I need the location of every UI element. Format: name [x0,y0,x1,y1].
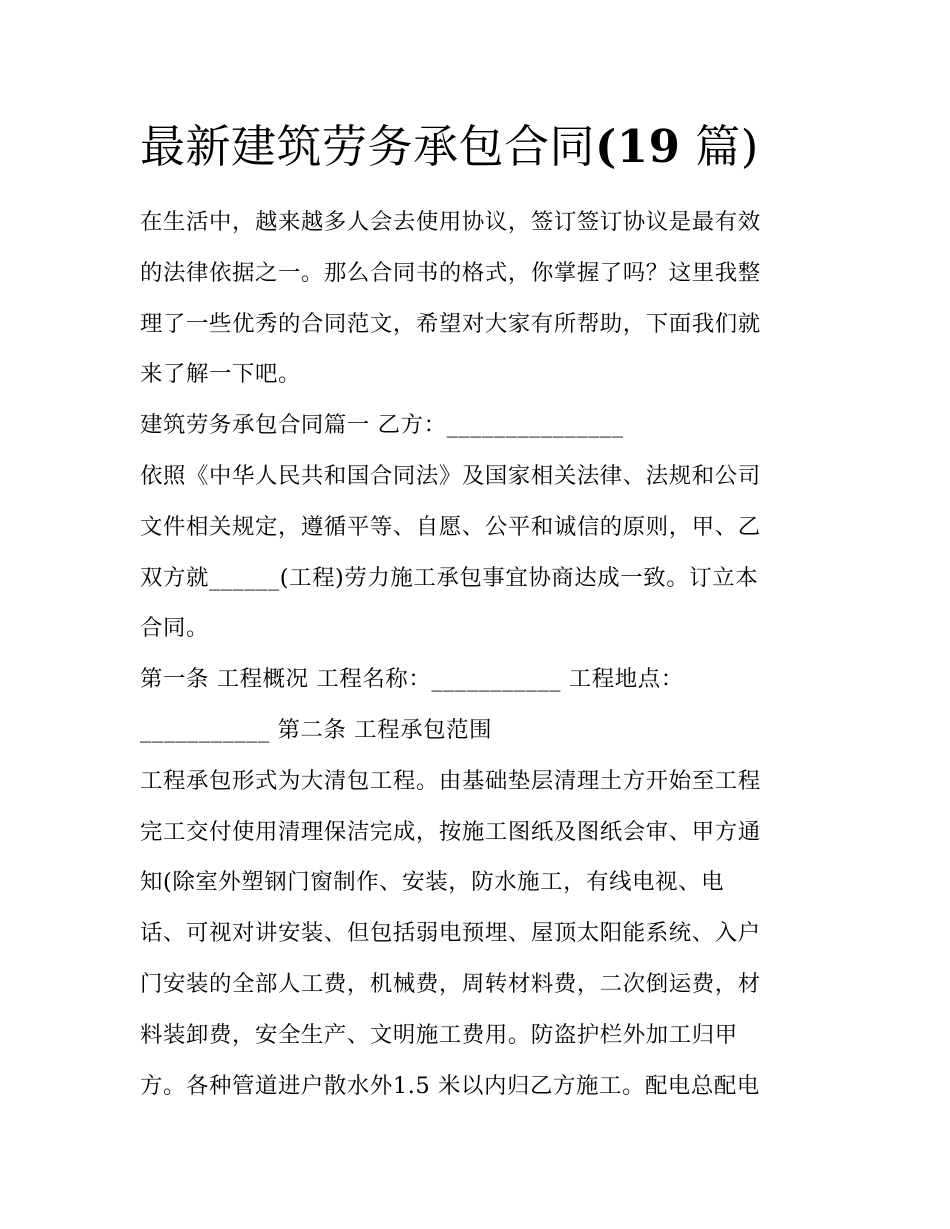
body-line: 双方就______(工程)劳力施工承包事宜协商达成一致。订立本 [140,564,759,591]
body-line: 依照《中华人民共和国合同法》及国家相关法律、法规和公司 [140,462,761,489]
body-line: 知(除室外塑钢门窗制作、安装，防水施工，有线电视、电 [140,869,725,896]
body-line: 在生活中，越来越多人会去使用协议，签订签订协议是最有效 [140,209,761,235]
body-line: 的法律依据之一。那么合同书的格式，你掌握了吗？这里我整 [140,259,761,286]
body-line: 来了解一下吧。 [140,361,301,388]
title-count: (19 [595,120,681,173]
title-unit: 篇) [680,120,759,173]
body-line: 方。各种管道进户散水外1.5 米以内归乙方施工。配电总配电 [140,1072,760,1099]
body-line: 文件相关规定，遵循平等、自愿、公平和诚信的原则，甲、乙 [140,513,761,540]
body-line: 完工交付使用清理保洁完成，按施工图纸及图纸会审、甲方通 [140,818,761,845]
body-line: 门安装的全部人工费，机械费，周转材料费，二次倒运费，材 [140,970,761,997]
body-line: ___________ 第二条 工程承包范围 [140,716,493,743]
body-line: 合同。 [140,615,209,642]
body-line: 第一条 工程概况 工程名称：___________ 工程地点： [140,666,684,693]
document-body [140,197,830,1111]
body-line: 工程承包形式为大清包工程。由基础垫层清理土方开始至工程 [140,767,761,794]
title-main: 最新建筑劳务承包合同 [140,120,596,173]
body-line: 建筑劳务承包合同篇一 乙方：_______________ [140,412,624,439]
body-line: 料装卸费，安全生产、文明施工费用。防盗护栏外加工归甲 [140,1021,738,1048]
document-title [140,112,759,182]
body-line: 话、可视对讲安装、但包括弱电预埋、屋顶太阳能系统、入户 [140,920,761,947]
body-line: 理了一些优秀的合同范文，希望对大家有所帮助，下面我们就 [140,310,761,337]
